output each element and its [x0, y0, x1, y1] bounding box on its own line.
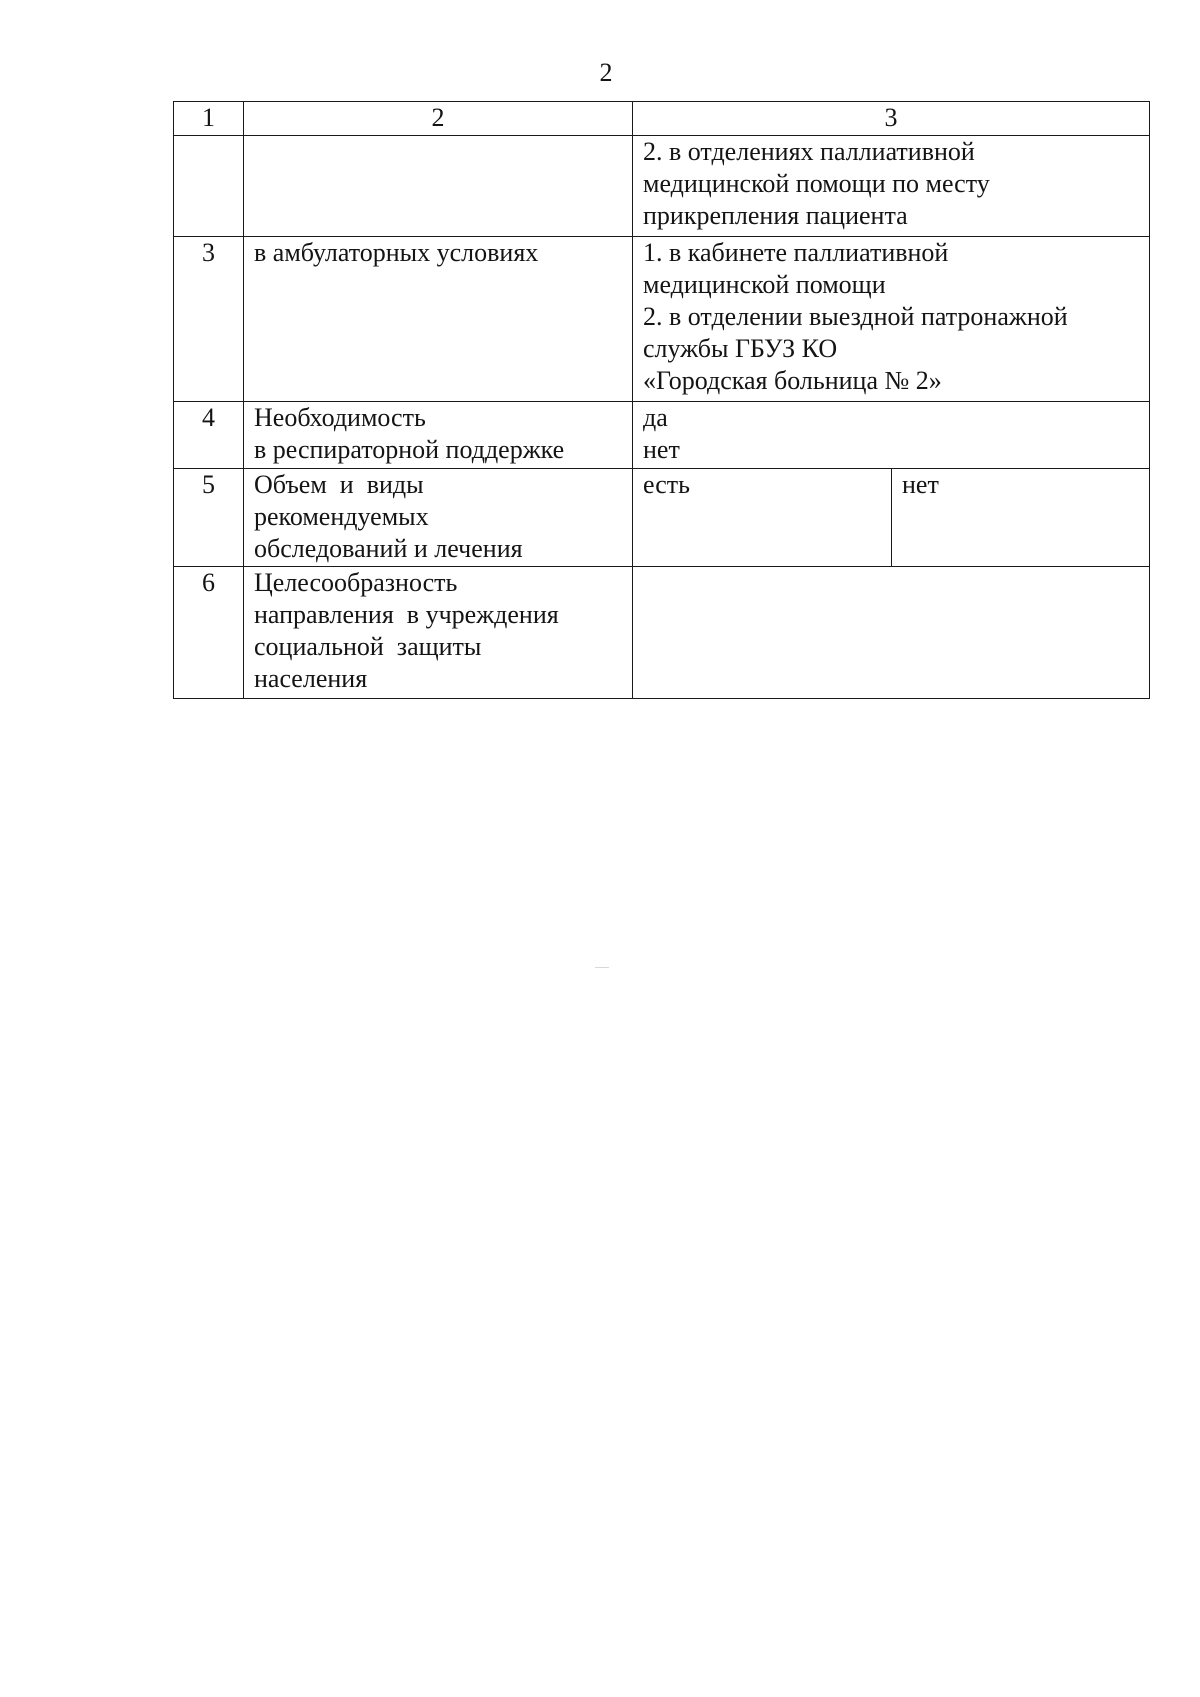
row-label-cell — [244, 567, 633, 699]
value-line: прикрепления пациента — [643, 201, 908, 230]
label-line: направления в учреждения — [254, 600, 559, 629]
label-line: социальной защиты — [254, 632, 482, 661]
option-yes-cell: есть — [633, 469, 892, 567]
scan-artifact — [595, 967, 609, 968]
header-col-3: 3 — [633, 102, 1150, 136]
table-row-5 — [174, 469, 1150, 567]
table-row-4 — [174, 402, 1150, 469]
option-no-cell: нет — [892, 469, 1150, 567]
row-value-cell — [633, 136, 1150, 237]
label-line: населения — [254, 664, 368, 693]
value-line: медицинской помощи — [643, 270, 886, 299]
row-label-cell — [244, 402, 633, 469]
table-header-row — [174, 102, 1150, 136]
label-line: Необходимость — [254, 403, 426, 432]
value-line: 2. в отделениях паллиативной — [643, 137, 975, 166]
row-label-cell — [244, 136, 633, 237]
row-number-cell: 5 — [174, 469, 244, 567]
row-number-cell — [174, 136, 244, 237]
label-line: Целесообразность — [254, 568, 458, 597]
table-row-6 — [174, 567, 1150, 699]
label-line: рекомендуемых — [254, 502, 429, 531]
value-line: «Городская больница № 2» — [643, 366, 942, 395]
row-value-cell — [633, 237, 1150, 402]
label-line: обследований и лечения — [254, 534, 523, 563]
row-number-cell: 6 — [174, 567, 244, 699]
option-yes: да — [643, 403, 668, 432]
table-row-3 — [174, 237, 1150, 402]
header-col-1: 1 — [174, 102, 244, 136]
option-no: нет — [643, 435, 680, 464]
value-line: службы ГБУЗ КО — [643, 334, 838, 363]
row-value-cell — [633, 567, 1150, 699]
label-line: в респираторной поддержке — [254, 435, 565, 464]
label-line: Объем и виды — [254, 470, 424, 499]
row-value-cell — [633, 402, 1150, 469]
value-line: 2. в отделении выездной патронажной — [643, 302, 1068, 331]
row-label-cell: в амбулаторных условиях — [244, 237, 633, 402]
document-table — [173, 101, 1150, 699]
row-number-cell: 4 — [174, 402, 244, 469]
row-number-cell: 3 — [174, 237, 244, 402]
row-label-cell — [244, 469, 633, 567]
header-col-2: 2 — [244, 102, 633, 136]
table-row-continuation — [174, 136, 1150, 237]
value-line: 1. в кабинете паллиативной — [643, 238, 949, 267]
value-line: медицинской помощи по месту — [643, 169, 990, 198]
page-number: 2 — [599, 58, 613, 87]
